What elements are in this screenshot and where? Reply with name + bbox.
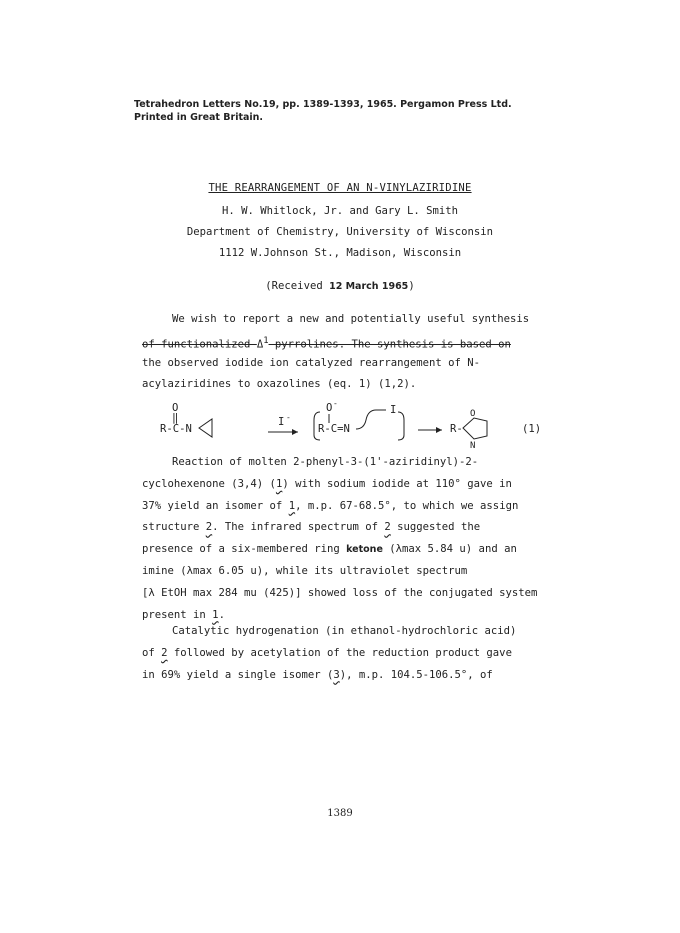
compound-ref: 3 bbox=[333, 668, 340, 681]
arrow-head-2 bbox=[436, 427, 442, 433]
text-span: presence of a six-membered ring bbox=[142, 543, 347, 556]
article-title: THE REARRANGEMENT OF AN N-VINYLAZIRIDINE bbox=[208, 182, 472, 194]
side-chain bbox=[356, 410, 386, 429]
compound-ref: 1 bbox=[275, 477, 283, 490]
text-span: of bbox=[142, 646, 162, 659]
page-number: 1389 bbox=[327, 808, 353, 819]
equation-1 bbox=[160, 400, 560, 450]
text-span: (λmax 5.84 u) and an bbox=[382, 543, 517, 556]
printed-in: Printed in Great Britain. bbox=[134, 112, 264, 123]
compound-ref: 2 bbox=[161, 646, 168, 659]
reactant-oxygen: O bbox=[172, 402, 179, 414]
text-span: . The infrared spectrum of bbox=[212, 521, 385, 534]
text-line: Catalytic hydrogenation (in ethanol-hydrochloric acid) bbox=[172, 625, 517, 637]
text-line bbox=[142, 517, 542, 539]
text-span: , m.p. 67-68.5°, to which we assign bbox=[295, 499, 519, 512]
text-span: showed loss of the conjugated system bbox=[301, 586, 538, 599]
text-span: in 69% yield a single isomer ( bbox=[142, 668, 334, 681]
oxazoline-ring bbox=[463, 418, 487, 439]
journal-header bbox=[134, 98, 512, 124]
received-date bbox=[0, 280, 680, 292]
intermediate-charge: - bbox=[333, 399, 338, 408]
text-span: -pyrrolines. The synthesis is based on bbox=[268, 338, 511, 351]
text-span: cyclohexenone (3,4) ( bbox=[142, 477, 276, 490]
paragraph-hydrogenation bbox=[142, 621, 542, 686]
uv-data: [λ EtOH max 284 mu (425)] bbox=[142, 586, 302, 599]
paragraph-intro bbox=[142, 309, 542, 396]
reagent-charge: - bbox=[286, 413, 291, 422]
arrow-head-1 bbox=[292, 429, 298, 435]
superscript: 1 bbox=[263, 335, 269, 346]
product-oxygen: O bbox=[470, 409, 476, 419]
reactant-formula: R-C-N bbox=[160, 423, 192, 435]
received-close: ) bbox=[408, 280, 415, 292]
text-line: Reaction of molten 2-phenyl-3-(1'-aziridinyl)-2- bbox=[172, 456, 479, 468]
text-line bbox=[142, 539, 542, 561]
received-open: (Received bbox=[265, 280, 330, 292]
article-authors: H. W. Whitlock, Jr. and Gary L. Smith bbox=[222, 205, 458, 217]
intermediate-oxygen: O bbox=[326, 402, 333, 414]
text-span: . bbox=[218, 608, 225, 621]
text-line bbox=[142, 643, 542, 665]
text-line bbox=[142, 331, 542, 353]
reaction-scheme bbox=[160, 400, 560, 450]
reagent-iodide: I bbox=[278, 416, 285, 428]
text-span: followed by acetylation of the reduction product gave bbox=[167, 646, 512, 659]
journal-citation: Tetrahedron Letters No.19, pp. 1389-1393, 1965. Pergamon Press Ltd. bbox=[134, 99, 512, 110]
text-line bbox=[142, 665, 542, 687]
text-span: structure bbox=[142, 521, 206, 534]
compound-ref: 2 bbox=[205, 521, 213, 534]
aziridine-ring bbox=[199, 419, 212, 437]
equation-number: (1) bbox=[522, 423, 542, 435]
reactant-double-bond: ‖ bbox=[172, 412, 179, 424]
product-nitrogen: N bbox=[470, 441, 476, 451]
text-line bbox=[142, 496, 542, 518]
intermediate-iodine: I bbox=[390, 404, 397, 416]
text-span: present in bbox=[142, 608, 213, 621]
text-span: of functionalized bbox=[142, 338, 257, 351]
text-line bbox=[142, 474, 542, 496]
compound-ref: 1 bbox=[288, 499, 296, 512]
text-line bbox=[142, 583, 542, 605]
ketone-word: ketone bbox=[346, 544, 383, 556]
intermediate-formula: R-C=N bbox=[318, 423, 350, 435]
product-r: R- bbox=[450, 423, 463, 435]
text-span: 37% yield an isomer of bbox=[142, 499, 289, 512]
text-span: suggested the bbox=[390, 521, 481, 534]
received-date-value: 12 March 1965 bbox=[329, 281, 409, 292]
text-line: We wish to report a new and potentially useful synthesis bbox=[172, 313, 530, 325]
delta-symbol: Δ bbox=[256, 338, 264, 351]
text-span: ) with sodium iodide at 110° gave in bbox=[282, 477, 512, 490]
compound-ref: 1 bbox=[212, 608, 219, 621]
author-department: Department of Chemistry, University of Wisconsin bbox=[186, 226, 494, 238]
compound-ref: 2 bbox=[384, 521, 391, 534]
paragraph-reaction bbox=[142, 452, 542, 626]
text-span: ), m.p. 104.5-106.5°, of bbox=[339, 668, 493, 681]
text-line: the observed iodide ion catalyzed rearrangement of N- bbox=[142, 356, 481, 369]
text-line: imine (λmax 6.05 u), while its ultraviolet spectrum bbox=[142, 564, 468, 577]
author-address: 1112 W.Johnson St., Madison, Wisconsin bbox=[218, 247, 462, 259]
text-line: acylaziridines to oxazolines (eq. 1) (1,2). bbox=[142, 378, 417, 391]
bracket-right bbox=[398, 412, 404, 440]
